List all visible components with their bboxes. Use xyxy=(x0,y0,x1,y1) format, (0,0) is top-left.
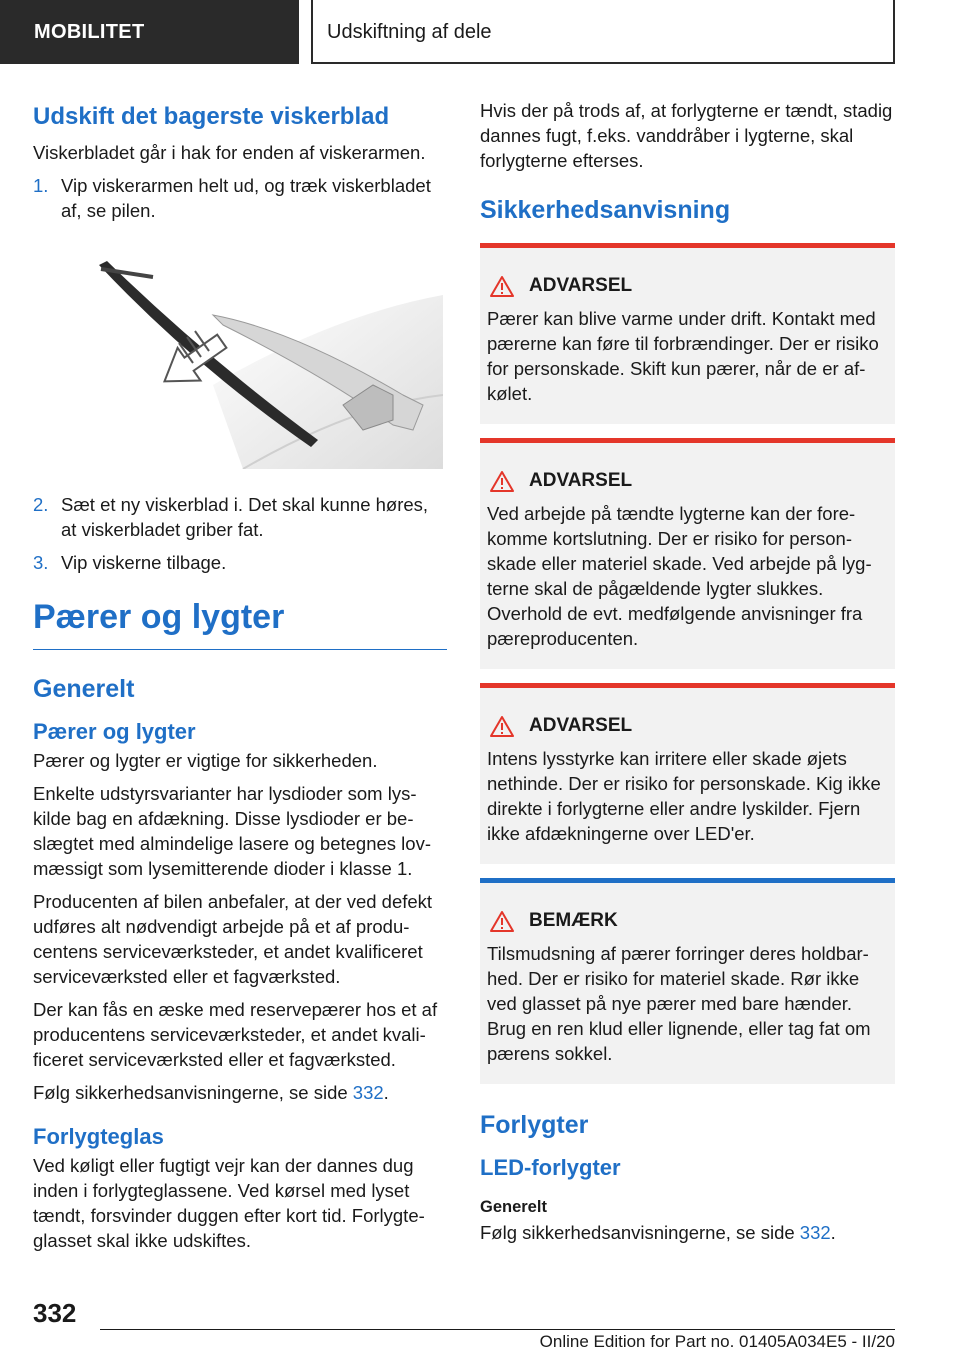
paragraph: Der kan fås en æske med reservepærer hos et af producentens serviceværksteder, et andet kvalificeret serviceværksted eller et fagværksted. xyxy=(33,999,438,1070)
notice-box xyxy=(480,878,895,1084)
warning-triangle-icon xyxy=(489,715,515,738)
step-number: 1. xyxy=(33,175,49,196)
warning-text: Pærer kan blive varme under drift. Kontakt med pærerne kan føre til forbrændinger. Der er risiko for personskade. Skift kun pærer, når de er afkølet. xyxy=(487,308,879,404)
warning-title: ADVARSEL xyxy=(529,470,633,491)
step-item xyxy=(33,492,447,542)
warning-triangle-icon xyxy=(489,275,515,298)
heading-general: Generelt xyxy=(33,675,135,703)
heading-glass: Forlygteglas xyxy=(33,1124,164,1149)
heading-wiper: Udskift det bagerste viskerblad xyxy=(33,103,390,130)
left-column xyxy=(33,98,447,1261)
warning-triangle-icon xyxy=(489,470,515,493)
section-tab xyxy=(0,0,299,64)
heading-headlights: Forlygter xyxy=(480,1111,589,1139)
chapter-title: Udskiftning af dele xyxy=(327,21,492,43)
paragraph-with-link: Følg sikkerhedsanvisningerne, se side 332. xyxy=(33,1082,389,1103)
page-link[interactable]: 332 xyxy=(799,1222,831,1243)
section-title: MOBILITET xyxy=(34,21,145,43)
step-number: 2. xyxy=(33,494,49,515)
page-number: 332 xyxy=(33,1298,77,1328)
heading-led: LED-forlygter xyxy=(480,1155,621,1180)
warning-box xyxy=(480,438,895,669)
warning-text: Ved arbejde på tændte lygterne kan der forekomme kortslutning. Der er risiko for personskade eller materiel skade. Ved arbejde på lygterne skal de pågældende lygter slukkes. Overhold de evt. medfølgende anvisninger fra pæreproducenten. xyxy=(487,503,872,649)
heading-bulbs: Pærer og lygter xyxy=(33,597,447,650)
warning-box xyxy=(480,243,895,424)
footer-divider xyxy=(100,1329,895,1330)
paragraph: Producenten af bilen anbefaler, at der ved defekt udføres alt nødvendigt arbejde på et af producentens serviceværksteder, et andet kvalificeret serviceværksted eller et fagværksted. xyxy=(33,891,433,987)
paragraph: Hvis der på trods af, at forlygterne er tændt, stadig dannes fugt, f.eks. vanddråber i lygterne, skal forlygterne efterses. xyxy=(480,100,893,171)
footer-edition: Online Edition for Part no. 01405A034E5 - II/20 xyxy=(539,1332,895,1351)
step-item xyxy=(33,550,447,575)
warning-box xyxy=(480,683,895,864)
paragraph: Viskerbladet går i hak for enden af viskerarmen. xyxy=(33,142,426,163)
paragraph: Enkelte udstyrsvarianter har lysdioder som lyskilde bag en afdækning. Disse lysdioder er beslægtet med almindelige lasere og betegnes lovmæssigt som lysemitterende dioder i klasse 1. xyxy=(33,783,431,879)
warning-title: ADVARSEL xyxy=(529,715,633,736)
notice-triangle-icon xyxy=(489,910,515,933)
step-text: Vip viskerne tilbage. xyxy=(61,552,227,573)
step-item xyxy=(33,173,447,223)
warning-title: ADVARSEL xyxy=(529,275,633,296)
heading-safety: Sikkerhedsanvisning xyxy=(480,196,731,224)
step-number: 3. xyxy=(33,552,49,573)
heading-led-general: Generelt xyxy=(480,1198,547,1216)
step-text: Vip viskerarmen helt ud, og træk viskerbladet af, se pilen. xyxy=(61,175,431,221)
heading-bulbs-sub: Pærer og lygter xyxy=(33,719,196,744)
warning-text: Intens lysstyrke kan irritere eller skade øjets nethinde. Der er risiko for personskade. Kig ikke direkte i forlygterne eller andre lyskilder. Fjern ikke afdækningerne over LED'er. xyxy=(487,748,881,844)
chapter-tab xyxy=(311,0,895,64)
paragraph-with-link: Følg sikkerhedsanvisningerne, se side 332. xyxy=(480,1222,836,1243)
right-column xyxy=(480,98,895,1253)
page-link[interactable]: 332 xyxy=(352,1082,384,1103)
wiper-blade-illustration xyxy=(93,255,443,469)
paragraph: Pærer og lygter er vigtige for sikkerheden. xyxy=(33,750,378,771)
step-text: Sæt et ny viskerblad i. Det skal kunne høres, at viskerbladet griber fat. xyxy=(61,494,429,540)
notice-title: BEMÆRK xyxy=(529,910,618,931)
paragraph: Ved køligt eller fugtigt vejr kan der dannes dug inden i forlygteglassene. Ved kørsel med lyset tændt, forsvinder duggen efter kort tid. Forlygteglasset skal ikke udskiftes. xyxy=(33,1155,425,1251)
notice-text: Tilsmudsning af pærer forringer deres holdbarhed. Der er risiko for materiel skade. Rør ikke ved glasset på nye pærer med bare hænder. Brug en ren klud eller lignende, eller tag fat om pærens sokkel. xyxy=(487,943,871,1064)
